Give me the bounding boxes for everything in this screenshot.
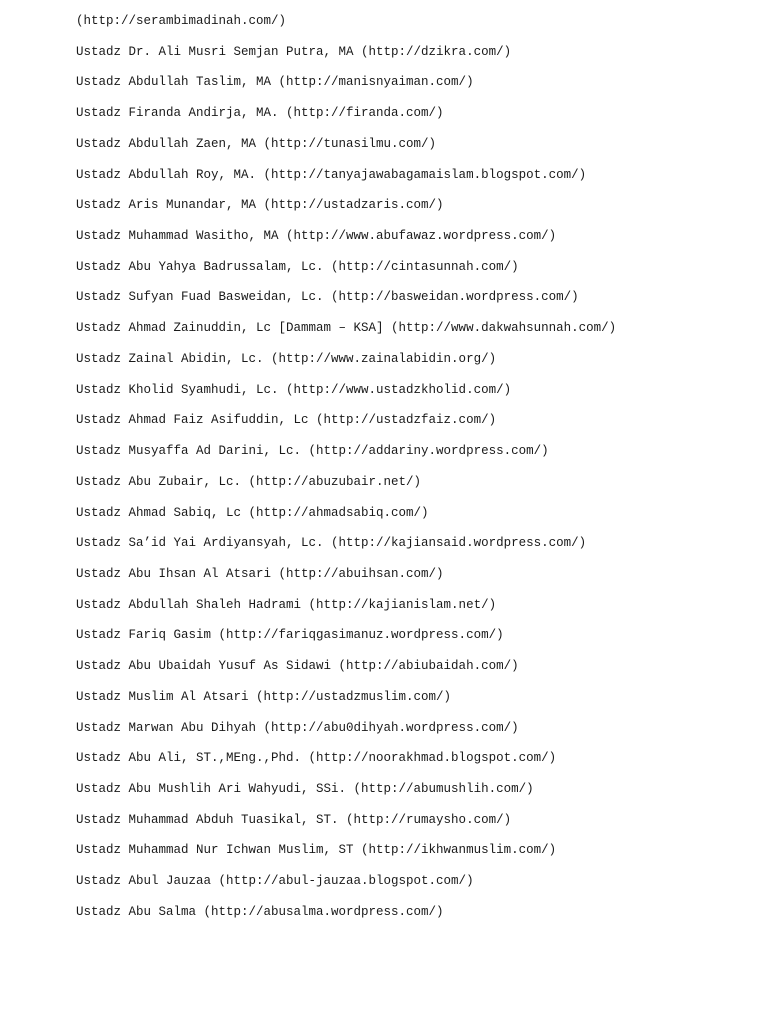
list-item: Ustadz Ahmad Zainuddin, Lc [Dammam – KSA] (http://www.dakwahsunnah.com/) [76, 321, 617, 336]
list-item: Ustadz Ahmad Faiz Asifuddin, Lc (http://ustadzfaiz.com/) [76, 413, 497, 428]
list-item: (http://serambimadinah.com/) [76, 14, 287, 28]
list-item: Ustadz Muslim Al Atsari (http://ustadzmuslim.com/) [76, 689, 452, 704]
list-item: Ustadz Firanda Andirja, MA. (http://firanda.com/) [76, 106, 444, 121]
list-item: Ustadz Abdullah Roy, MA. (http://tanyajawabagamaislam.blogspot.com/) [76, 167, 587, 182]
list-item: Ustadz Aris Munandar, MA (http://ustadzaris.com/) [76, 198, 444, 213]
list-item: Ustadz Zainal Abidin, Lc. (http://www.zainalabidin.org/) [76, 351, 497, 366]
list-item: Ustadz Sa’id Yai Ardiyansyah, Lc. (http://kajiansaid.wordpress.com/) [76, 536, 587, 551]
list-item: Ustadz Marwan Abu Dihyah (http://abu0dihyah.wordpress.com/) [76, 720, 519, 735]
list-item: Ustadz Ahmad Sabiq, Lc (http://ahmadsabiq.com/) [76, 505, 429, 520]
list-item: Ustadz Fariq Gasim (http://fariqgasimanuz.wordpress.com/) [76, 628, 504, 643]
list-item: Ustadz Abu Zubair, Lc. (http://abuzubair.net/) [76, 474, 422, 489]
list-item: Ustadz Muhammad Nur Ichwan Muslim, ST (http://ikhwanmuslim.com/) [76, 843, 557, 858]
list-item: Ustadz Sufyan Fuad Basweidan, Lc. (http://basweidan.wordpress.com/) [76, 290, 579, 305]
list-item: Ustadz Abdullah Taslim, MA (http://manisnyaiman.com/) [76, 75, 474, 90]
list-item: Ustadz Muhammad Abduh Tuasikal, ST. (http://rumaysho.com/) [76, 812, 512, 827]
list-item: Ustadz Abu Yahya Badrussalam, Lc. (http://cintasunnah.com/) [76, 259, 519, 274]
list-item: Ustadz Abu Ihsan Al Atsari (http://abuihsan.com/) [76, 566, 444, 581]
list-item: Ustadz Kholid Syamhudi, Lc. (http://www.ustadzkholid.com/) [76, 382, 512, 397]
list-item: Ustadz Abu Mushlih Ari Wahyudi, SSi. (http://abumushlih.com/) [76, 781, 534, 796]
list-item: Ustadz Abdullah Shaleh Hadrami (http://kajianislam.net/) [76, 597, 497, 612]
list-item: Ustadz Abu Ubaidah Yusuf As Sidawi (http://abiubaidah.com/) [76, 659, 519, 674]
list-item: Ustadz Abul Jauzaa (http://abul-jauzaa.blogspot.com/) [76, 874, 474, 889]
list-item: Ustadz Dr. Ali Musri Semjan Putra, MA (http://dzikra.com/) [76, 44, 512, 59]
list-item: Ustadz Abu Ali, ST.,MEng.,Phd. (http://noorakhmad.blogspot.com/) [76, 751, 557, 766]
list-item: Ustadz Abdullah Zaen, MA (http://tunasilmu.com/) [76, 136, 437, 151]
list-item: Ustadz Abu Salma (http://abusalma.wordpress.com/) [76, 904, 444, 919]
list-item: Ustadz Musyaffa Ad Darini, Lc. (http://addariny.wordpress.com/) [76, 444, 549, 459]
ustadz-list [76, 11, 616, 933]
list-item: Ustadz Muhammad Wasitho, MA (http://www.abufawaz.wordpress.com/) [76, 229, 557, 244]
